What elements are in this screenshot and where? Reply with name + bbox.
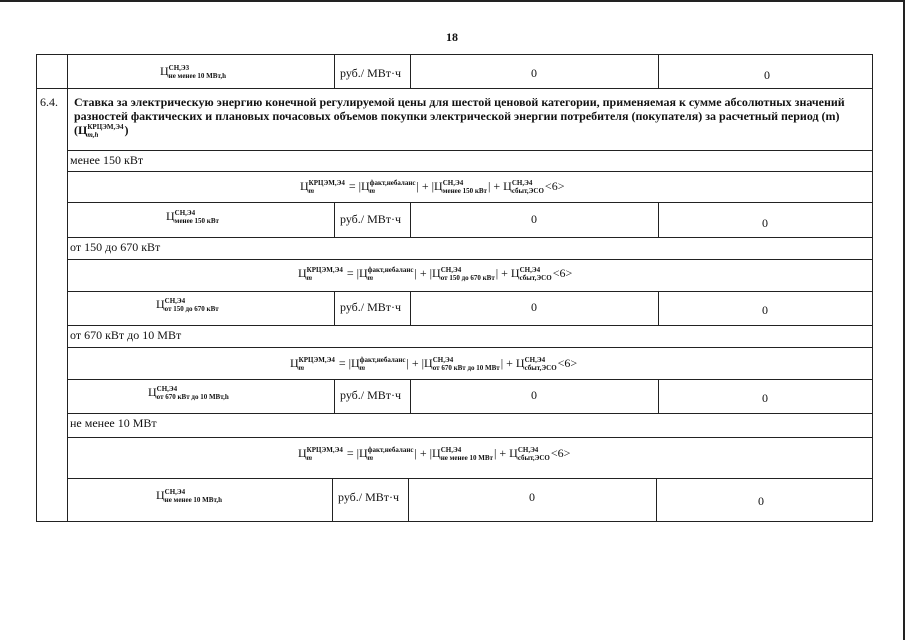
row-divider bbox=[36, 88, 873, 89]
table-border-top bbox=[36, 54, 873, 55]
formula-3: Ц КРЦЭМ,Э4 m = |Ц факт,небаланс m | + |Ц СН,Э4 от 670 кВт до 10 МВт | + Ц СН,Э4 сбыт,ЭСО <6> bbox=[290, 356, 578, 373]
description-symbol: (Ц КРЦЭМ,Э4 m,h ) bbox=[74, 123, 129, 140]
group-1-value-2: 0 bbox=[762, 216, 768, 230]
col-divider bbox=[334, 202, 335, 237]
col-divider bbox=[410, 202, 411, 237]
col-divider bbox=[658, 379, 659, 413]
group-label-3: от 670 кВт до 10 МВт bbox=[70, 328, 182, 342]
col-divider bbox=[410, 291, 411, 325]
group-3-value-2: 0 bbox=[762, 391, 768, 405]
formula-1: Ц КРЦЭМ,Э4 m = |Ц факт,небаланс m | + |Ц СН,Э4 менее 150 кВт | + Ц СН,Э4 сбыт,ЭСО <6> bbox=[300, 179, 565, 196]
description-line-1: Ставка за электрическую энергию конечной регулируемой цены для шестой ценовой категории, применяемая к сумме абсолютных значений bbox=[74, 95, 845, 109]
tariff-table bbox=[36, 54, 873, 522]
group-2-symbol: Ц СН,Э4 от 150 до 670 кВт bbox=[156, 297, 219, 314]
group-3-unit: руб./ МВт·ч bbox=[340, 388, 402, 402]
group-1-value-1: 0 bbox=[531, 212, 537, 226]
group-1-symbol: Ц СН,Э4 менее 150 кВт bbox=[166, 209, 219, 226]
col-divider bbox=[410, 54, 411, 88]
page-number: 18 bbox=[446, 30, 458, 44]
row-divider bbox=[67, 150, 873, 151]
col-divider bbox=[334, 379, 335, 413]
table-border-right bbox=[872, 54, 873, 522]
col-divider bbox=[334, 54, 335, 88]
section-number: 6.4. bbox=[40, 95, 58, 109]
group-1-unit: руб./ МВт·ч bbox=[340, 212, 402, 226]
row-divider bbox=[67, 202, 873, 203]
prev-row-value-1: 0 bbox=[531, 66, 537, 80]
group-2-value-2: 0 bbox=[762, 303, 768, 317]
table-border-left bbox=[36, 54, 37, 522]
group-4-value-2: 0 bbox=[758, 494, 764, 508]
row-divider bbox=[67, 478, 873, 479]
col-divider bbox=[332, 478, 333, 522]
col-divider bbox=[410, 379, 411, 413]
group-4-symbol: Ц СН,Э4 не менее 10 МВт,h bbox=[156, 488, 223, 505]
row-divider bbox=[67, 291, 873, 292]
formula-2: Ц КРЦЭМ,Э4 m = |Ц факт,небаланс m | + |Ц СН,Э4 от 150 до 670 кВт | + Ц СН,Э4 сбыт,ЭСО <6> bbox=[298, 266, 573, 283]
group-label-2: от 150 до 670 кВт bbox=[70, 240, 161, 254]
col-divider bbox=[658, 54, 659, 88]
row-divider bbox=[67, 325, 873, 326]
group-4-value-1: 0 bbox=[529, 490, 535, 504]
group-3-symbol: Ц СН,Э4 от 670 кВт до 10 МВт,h bbox=[148, 385, 229, 402]
row-divider bbox=[67, 171, 873, 172]
formula-4: Ц КРЦЭМ,Э4 m = |Ц факт,небаланс m | + |Ц СН,Э4 не менее 10 МВт | + Ц СН,Э4 сбыт,ЭСО <6> bbox=[298, 446, 571, 463]
row-divider bbox=[67, 413, 873, 414]
group-4-unit: руб./ МВт·ч bbox=[338, 490, 400, 504]
table-border-bottom bbox=[36, 521, 873, 522]
col-divider bbox=[658, 291, 659, 325]
row-divider bbox=[67, 237, 873, 238]
row-divider bbox=[67, 379, 873, 380]
row-divider bbox=[67, 437, 873, 438]
group-2-unit: руб./ МВт·ч bbox=[340, 300, 402, 314]
group-3-value-1: 0 bbox=[531, 388, 537, 402]
prev-row-symbol: Ц СН,Э3 не менее 10 МВт,h bbox=[160, 64, 227, 81]
section-description bbox=[74, 95, 868, 139]
description-line-2: разностей фактических и плановых почасовых объемов покупки электрической энергии потребителя (покупателя) за расчетный период (m) bbox=[74, 109, 840, 123]
row-divider bbox=[67, 347, 873, 348]
group-label-4: не менее 10 МВт bbox=[70, 416, 157, 430]
col-divider bbox=[334, 291, 335, 325]
col-divider bbox=[658, 202, 659, 237]
group-2-value-1: 0 bbox=[531, 300, 537, 314]
col-divider bbox=[656, 478, 657, 522]
prev-row-value-2: 0 bbox=[764, 68, 770, 82]
number-column-divider bbox=[67, 54, 68, 522]
prev-row-unit: руб./ МВт·ч bbox=[340, 66, 402, 80]
col-divider bbox=[408, 478, 409, 522]
group-label-1: менее 150 кВт bbox=[70, 153, 144, 167]
row-divider bbox=[67, 259, 873, 260]
page-top-edge bbox=[0, 0, 905, 2]
